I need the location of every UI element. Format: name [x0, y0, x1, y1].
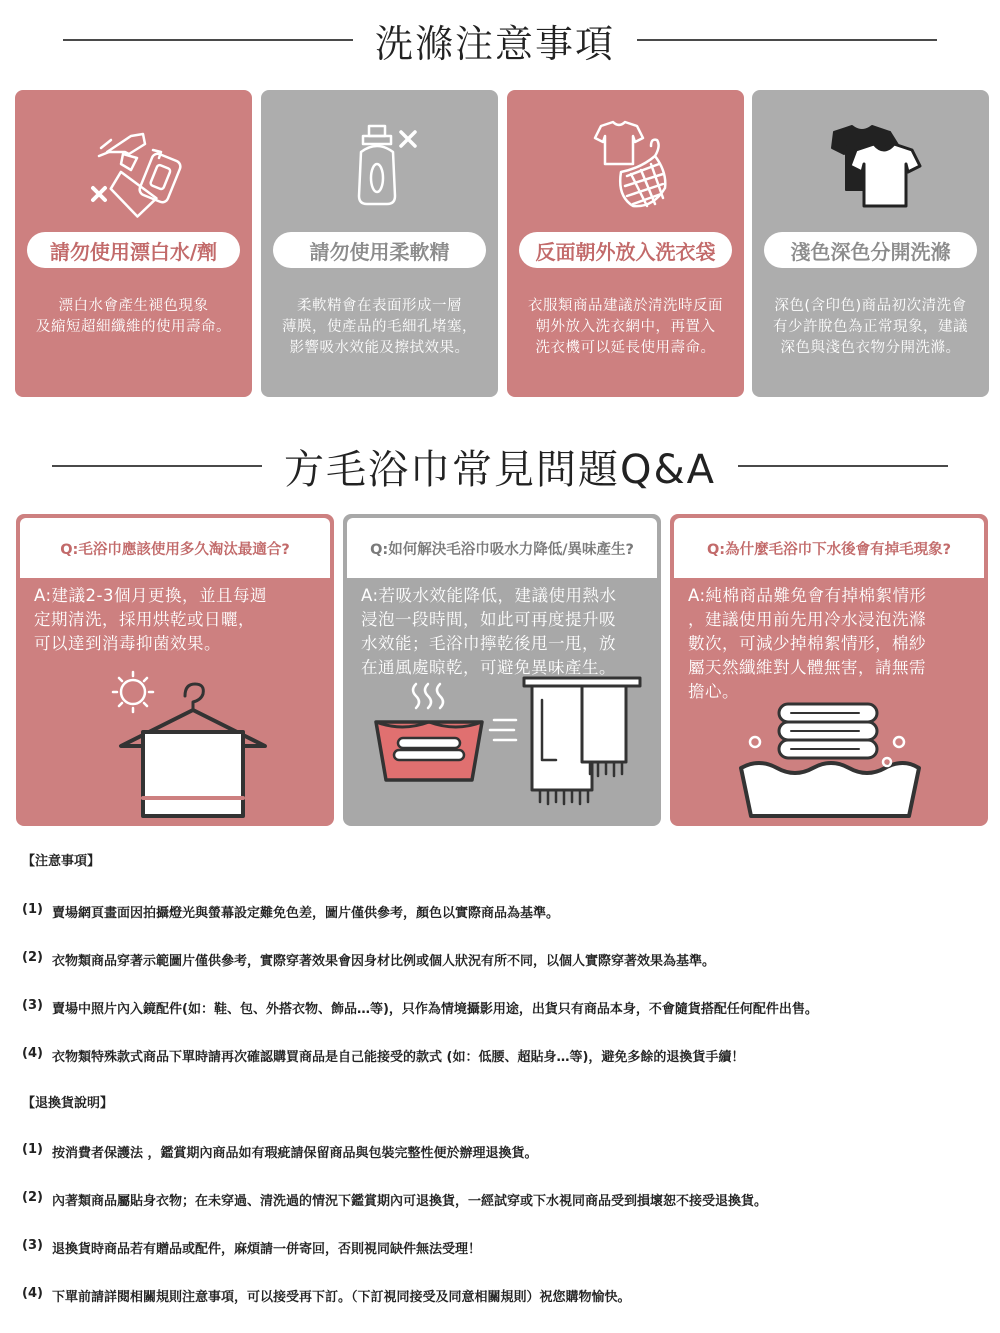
answer-line: 定期清洗，採用烘乾或日曬， — [34, 610, 255, 629]
desc-line: 衣服類商品建議於清洗時反面 — [528, 298, 723, 314]
returns-heading: 【退換貨說明】 — [22, 1096, 114, 1111]
note-num: (3) — [22, 998, 43, 1013]
answer-line: 在通風處晾乾，可避免異味產生。 — [361, 658, 616, 677]
desc-line: 洗衣機可以延長使用壽命。 — [535, 340, 716, 356]
note-num: (1) — [22, 902, 43, 917]
qa-answer — [361, 584, 647, 680]
laundry-bag-icon — [507, 112, 744, 222]
wash-card-desc — [265, 296, 494, 359]
wash-card-desc — [756, 296, 985, 359]
answer-line: A:若吸水效能降低，建議使用熱水 — [361, 586, 617, 605]
answer-line: ，建議使用前先用冷水浸泡洗滌 — [688, 610, 926, 629]
softener-bottle-icon — [261, 112, 498, 222]
spray-bottle-icon — [15, 112, 252, 222]
desc-line: 薄膜，使產品的毛細孔堵塞， — [282, 319, 477, 335]
towel-hanger-sun-icon — [16, 670, 334, 820]
note-text: 賣場網頁畫面因拍攝燈光與螢幕設定難免色差，圖片僅供參考，顏色以實際商品為基準。 — [52, 906, 560, 921]
answer-line: 浸泡一段時間，如此可再度提升吸 — [361, 610, 616, 629]
separate-colors-icon — [752, 112, 989, 222]
note-item — [22, 998, 818, 1017]
note-num: (2) — [22, 950, 43, 965]
desc-line: 柔軟精會在表面形成一層 — [297, 298, 462, 314]
qa-section-header — [0, 438, 1000, 494]
note-item — [22, 1046, 744, 1065]
answer-line: 數次，可減少掉棉絮情形，棉紗 — [688, 634, 926, 653]
hot-soak-towel-rack-icon — [343, 670, 661, 820]
qa-card-absorbency — [343, 514, 661, 826]
note-text: 下單前請詳閱相關規則注意事項，可以接受再下訂。（下訂視同接受及同意相關規則）祝您購物愉快。 — [52, 1290, 631, 1305]
wash-card-laundry-bag — [507, 90, 744, 397]
wash-section-title: 洗滌注意事項 — [374, 21, 615, 66]
note-text: 衣物類特殊款式商品下單時請再次確認購買商品是自己能接受的款式 (如：低腰、超貼身…等)，避免多餘的退換貨手續！ — [52, 1050, 745, 1065]
note-text: 內著類商品屬貼身衣物；在未穿過、清洗過的情況下鑑賞期內可退換貨，一經試穿或下水視同商品受到損壞恕不接受退換貨。 — [52, 1194, 768, 1209]
desc-line: 及縮短超細纖維的使用壽命。 — [36, 319, 231, 335]
wash-card-title: 請勿使用漂白水/劑 — [27, 232, 240, 268]
desc-line: 有少許脫色為正常現象，建議 — [773, 319, 968, 335]
answer-line: 屬天然纖維對人體無害，請無需 — [688, 658, 926, 677]
note-text: 賣場中照片內入鏡配件(如：鞋、包、外搭衣物、飾品…等)，只作為情境攝影用途，出貨只有商品本身，不會隨貨搭配任何配件出售。 — [52, 1002, 818, 1017]
notes-heading: 【注意事項】 — [22, 854, 101, 869]
note-num: (4) — [22, 1286, 43, 1301]
return-item — [22, 1190, 767, 1209]
divider-line — [63, 39, 353, 41]
note-text: 按消費者保護法 ，鑑賞期內商品如有瑕疵請保留商品與包裝完整性便於辦理退換貨。 — [52, 1146, 538, 1161]
qa-question: Q:毛浴巾應該使用多久淘汰最適合? — [20, 518, 330, 578]
return-item — [22, 1286, 631, 1305]
divider-line — [52, 465, 262, 467]
towels-in-water-icon — [670, 670, 988, 820]
qa-card-replacement — [16, 514, 334, 826]
note-item — [22, 902, 559, 921]
return-item — [22, 1238, 481, 1257]
qa-section-title: 方毛浴巾常見問題Q&A — [283, 446, 717, 493]
note-num: (1) — [22, 1142, 43, 1157]
wash-card-no-softener — [261, 90, 498, 397]
qa-card-lint — [670, 514, 988, 826]
wash-card-desc — [19, 296, 248, 338]
answer-line: 可以達到消毒抑菌效果。 — [34, 634, 221, 653]
desc-line: 深色與淺色衣物分開洗滌。 — [780, 340, 961, 356]
wash-card-desc — [511, 296, 740, 359]
note-num: (2) — [22, 1190, 43, 1205]
qa-question: Q:為什麼毛浴巾下水後會有掉毛現象? — [674, 518, 984, 578]
qa-question: Q:如何解決毛浴巾吸水力降低/異味產生? — [347, 518, 657, 578]
wash-card-title: 淺色深色分開洗滌 — [764, 232, 977, 268]
divider-line — [738, 465, 948, 467]
answer-line: 水效能；毛浴巾擰乾後甩一甩，放 — [361, 634, 616, 653]
answer-line: A:建議2-3個月更換，並且每週 — [34, 586, 268, 605]
notes-section — [22, 848, 997, 1318]
return-item — [22, 1142, 538, 1161]
desc-line: 朝外放入洗衣網中，再置入 — [535, 319, 716, 335]
desc-line: 影響吸水效能及擦拭效果。 — [289, 340, 470, 356]
desc-line: 漂白水會產生褪色現象 — [58, 298, 209, 314]
qa-answer — [34, 584, 320, 656]
note-text: 退換貨時商品若有贈品或配件，麻煩請一併寄回，否則視同缺件無法受理！ — [52, 1242, 482, 1257]
answer-line: 擔心。 — [688, 682, 739, 701]
note-item — [22, 950, 715, 969]
divider-line — [637, 39, 937, 41]
wash-card-title: 請勿使用柔軟精 — [273, 232, 486, 268]
note-num: (4) — [22, 1046, 43, 1061]
desc-line: 深色(含印色)商品初次清洗會 — [774, 298, 967, 314]
note-text: 衣物類商品穿著示範圖片僅供參考，實際穿著效果會因身材比例或個人狀況有所不同，以個人實際穿著效果為基準。 — [52, 954, 716, 969]
answer-line: A:純棉商品難免會有掉棉絮情形 — [688, 586, 927, 605]
wash-card-no-bleach — [15, 90, 252, 397]
wash-section-header — [0, 14, 1000, 66]
wash-card-title: 反面朝外放入洗衣袋 — [519, 232, 732, 268]
note-num: (3) — [22, 1238, 43, 1253]
wash-card-separate-colors — [752, 90, 989, 397]
